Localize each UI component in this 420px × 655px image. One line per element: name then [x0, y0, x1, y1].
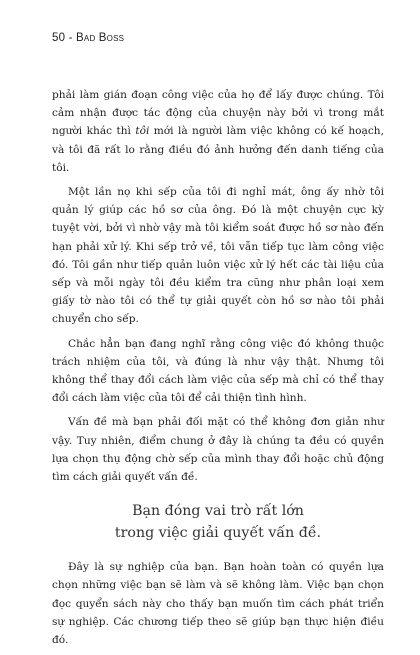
paragraph-2: Một lần nọ khi sếp của tôi đi nghỉ mát, ông ấy nhờ tôi quản lý giúp các hồ sơ của ông. Đó là một chuyện cực kỳ tuyệt vời, bởi vì nhờ vậy mà tôi kiểm soát được hồ sơ nào đến hạn phải xử lý. Khi sếp trở về, tôi vẫn tiếp tục làm công việc đó. Tôi gần như tiếp quản luôn việc xử lý hết các tài liệu của sếp và mỗi ngày tôi đều kiểm tra cũng như phân loại xem giấy tờ nào tôi có thể tự giải quyết còn hồ sơ nào tôi phải chuyển cho sếp.: [52, 186, 384, 326]
paragraph-1-part-1: phải làm gián đoạn công việc của họ để lấy được chúng. Tôi cảm nhận được tác động của chuyện này bởi vì trong mắt người khác thì: [52, 89, 384, 138]
running-header: [52, 32, 124, 44]
emphasis-toi: tôi: [135, 125, 150, 138]
paragraph-3: Chắc hẳn bạn đang nghĩ rằng công việc đó không thuộc trách nhiệm của tôi, và đúng là như vậy thật. Nhưng tôi không thể thay đổi cách làm việc của sếp mà chỉ có thể thay đổi cách làm việc của tôi để cải thiện tình hình.: [52, 337, 384, 405]
book-title: Bad Boss: [76, 32, 125, 44]
body-text: [52, 86, 384, 655]
paragraph-continued: [52, 86, 384, 177]
header-separator: -: [65, 32, 77, 44]
page-number: 50: [52, 32, 66, 44]
paragraph-1-part-3: mới là người làm việc không có kế hoạch, và tôi đã rất lo rằng điều đó ảnh hưởng đến danh tiếng của tôi.: [52, 125, 384, 174]
paragraph-5: Đây là sự nghiệp của bạn. Bạn hoàn toàn có quyền lựa chọn những việc bạn sẽ làm và sẽ không làm. Việc bạn chọn đọc quyển sách này cho thấy bạn muốn tìm cách phát triển sự nghiệp. Các chương tiếp theo sẽ giúp bạn thực hiện điều đó.: [52, 561, 384, 647]
pull-quote-line-2: trong việc giải quyết vấn đề.: [114, 525, 322, 542]
paragraph-4: Vấn đề mà bạn phải đối mặt có thể không đơn giản như vậy. Tuy nhiên, điểm chung ở đây là chúng ta đều có quyền lựa chọn thụ động chờ sếp của mình thay đổi hoặc chủ động tìm cách giải quyết vấn đề.: [52, 416, 384, 484]
pull-quote: [52, 500, 384, 544]
pull-quote-line-1: Bạn đóng vai trò rất lớn: [132, 503, 304, 520]
